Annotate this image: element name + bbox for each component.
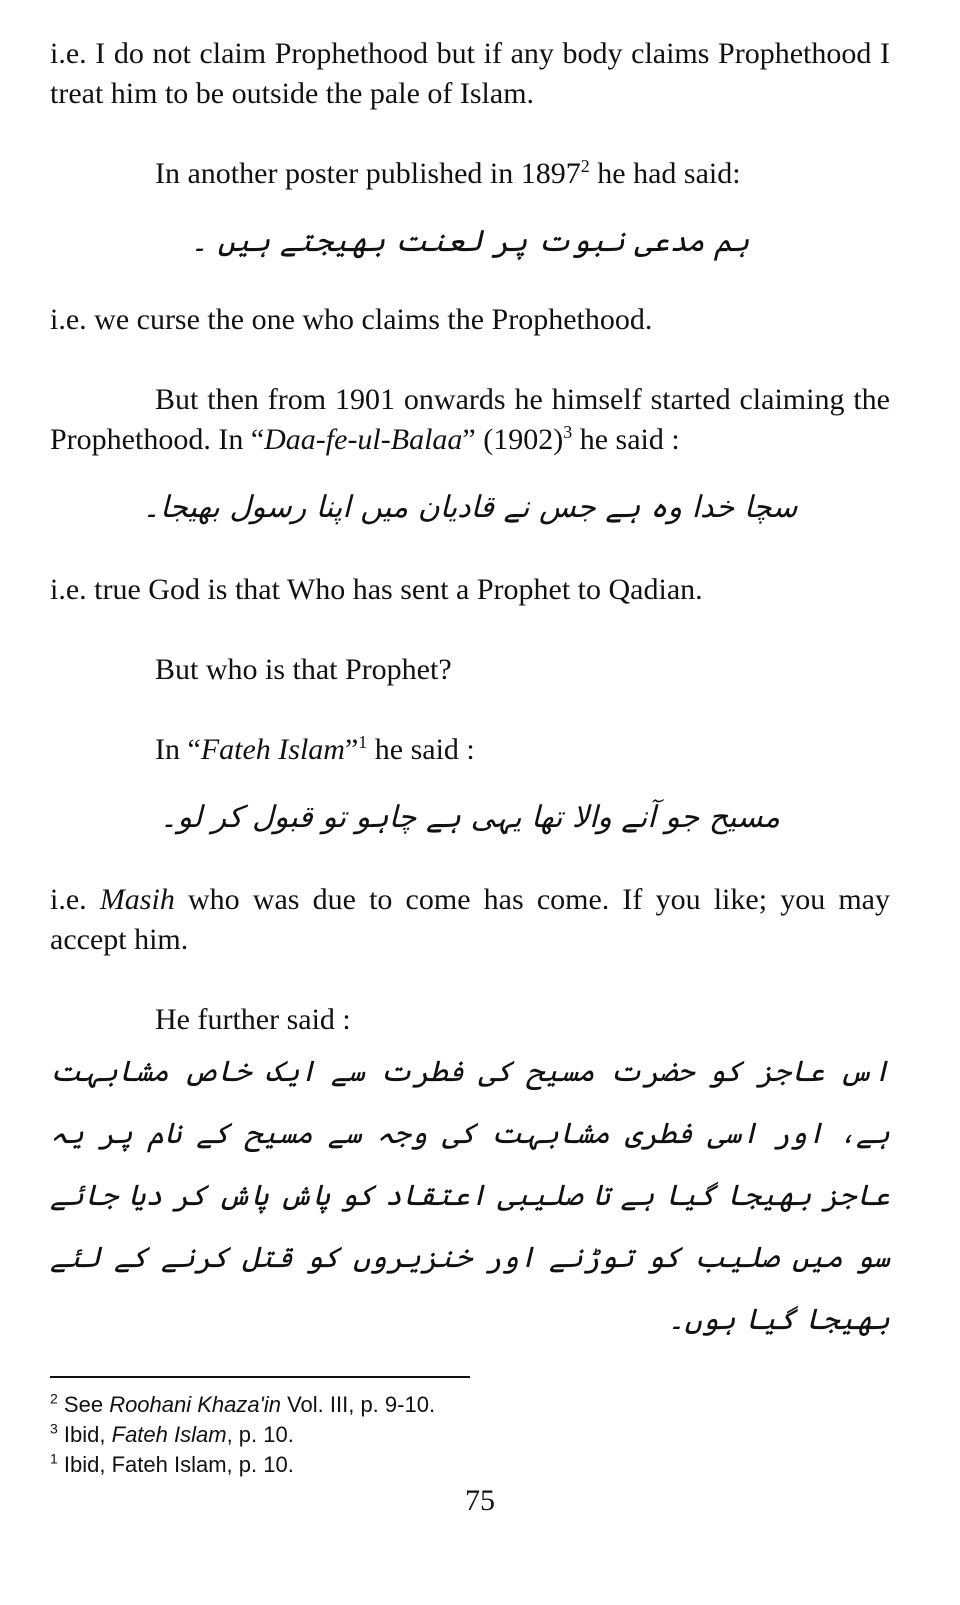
paragraph-text: i.e. [50, 883, 100, 916]
paragraph-text: he said : [367, 733, 475, 766]
paragraph-1901-claim [50, 380, 890, 460]
footnote-text: Vol. III, p. 9-10. [280, 1392, 436, 1417]
paragraph-curse-translation [50, 300, 890, 340]
footnote-text: , p. 10. [226, 1422, 294, 1447]
paragraph-text: But who is that Prophet? [155, 653, 452, 686]
book-page [50, 20, 890, 1480]
paragraph-text: who was due to come has come. If you like; you may accept him. [50, 883, 891, 956]
paragraph-text: he said : [572, 423, 680, 456]
italic-name: Masih [99, 883, 175, 916]
paragraph-text: In another poster published in 1897 [155, 157, 581, 190]
footnote-title: Roohani Khaza'in [109, 1392, 281, 1417]
urdu-quote-1: ہم مدعی نبوت پر لعنت بھیجتے ہیں ۔ [190, 224, 750, 259]
page-number: 75 [465, 1484, 495, 1517]
footnote-ref: 1 [358, 732, 368, 752]
paragraph-fateh-islam [50, 730, 890, 770]
paragraph-text: In “ [155, 733, 201, 766]
footnote-divider [50, 1376, 470, 1378]
paragraph-qadian-translation [50, 570, 890, 610]
footnote-item [50, 1420, 890, 1450]
paragraph-claim-denial [50, 34, 890, 114]
paragraph-text: he had said: [589, 157, 741, 190]
footnote-ref: 2 [580, 156, 590, 176]
footnote-item [50, 1450, 890, 1480]
footnote-number: 1 [50, 1450, 58, 1467]
footnote-number: 3 [50, 1420, 58, 1437]
paragraph-text: i.e. we curse the one who claims the Prophethood. [50, 303, 653, 336]
footnote-title: Fateh Islam [111, 1422, 227, 1447]
urdu-quote-3: مسیح جو آنے والا تھا یہی ہے چاہو تو قبول کر لو۔ [159, 800, 781, 835]
paragraph-who-prophet [50, 650, 890, 690]
paragraph-text: i.e. true God is that Who has sent a Prophet to Qadian. [50, 573, 703, 606]
book-title: Daa-fe-ul-Balaa [264, 423, 463, 456]
paragraph-text: He further said : [155, 1003, 351, 1036]
paragraph-text: i.e. I do not claim Prophethood but if any body claims Prophethood I treat him to be outside the pale of Islam. [50, 37, 890, 110]
footnote-number: 2 [50, 1390, 58, 1407]
footnote-ref: 3 [563, 422, 573, 442]
paragraph-text: ” (1902) [462, 423, 564, 456]
paragraph-text: But then from 1901 onwards he himself started claiming the Prophethood. In “ [50, 383, 890, 456]
urdu-quote-2: سچا خدا وہ ہے جس نے قادیان میں اپنا رسول بھیجا۔ [142, 490, 798, 525]
footnotes [50, 1390, 890, 1480]
book-title: Fateh Islam [200, 733, 345, 766]
footnote-text: See [63, 1392, 110, 1417]
paragraph-poster-1897 [50, 154, 890, 194]
paragraph-text: ” [344, 733, 359, 766]
urdu-quote-4: اس عاجز کو حضرت مسیح کی فطرت سے ایک خاص مشابہت ہے، اور اسی فطری مشابہت کی وجہ سے مسیح کے نام پر یہ عاجز بھیجا گیا ہے تا صلیبی اعتقاد کو پاش پاش کر دیا جائے سو میں صلیب کو توڑنے اور خنزیروں کو قتل کرنے کے لئے بھیجا گیا ہوں۔ [50, 1054, 890, 1336]
footnote-item [50, 1390, 890, 1420]
paragraph-further-said [50, 1000, 890, 1040]
paragraph-masih-translation [50, 880, 890, 960]
footnote-text: Ibid, [63, 1422, 112, 1447]
footnote-text: Ibid, Fateh Islam, p. 10. [63, 1452, 294, 1477]
